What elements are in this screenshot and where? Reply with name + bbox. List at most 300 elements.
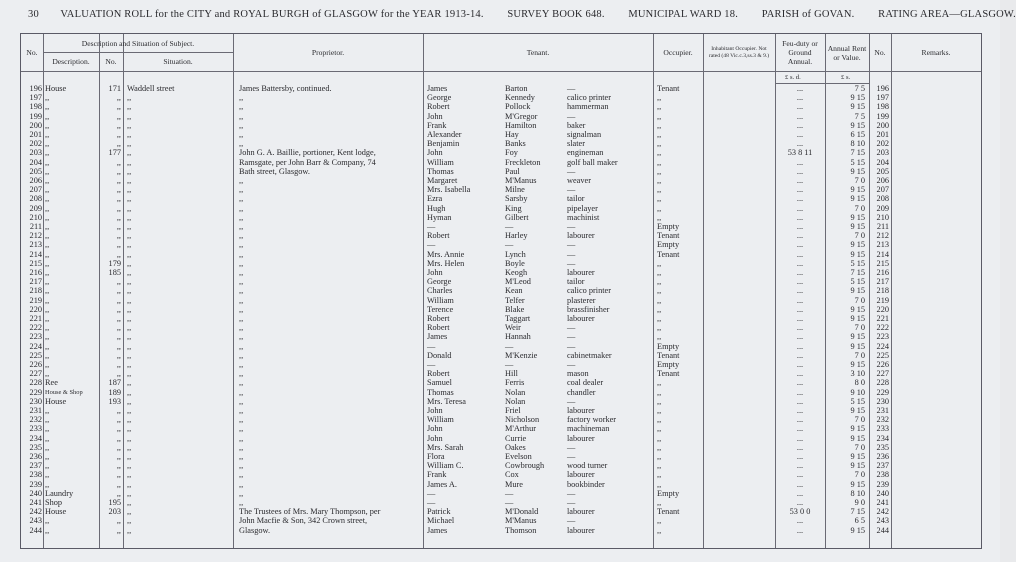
table-row (21, 222, 981, 231)
row-description: ,, (45, 268, 50, 277)
row-no-right: 198 (876, 102, 889, 112)
row-tenant-occupation: — (567, 111, 576, 121)
row-no: 237 (29, 461, 42, 471)
row-description: ,, (45, 332, 50, 342)
row-situation: ,, (127, 350, 132, 360)
row-no: 228 (29, 378, 42, 388)
row-proprietor: ,, (239, 268, 244, 277)
row-no-right: 238 (876, 470, 889, 480)
row-feu-duty: ... (796, 111, 804, 121)
row-situation: ,, (127, 111, 132, 121)
row-no: 208 (29, 194, 42, 204)
row-tenant-last: M'Gregor (505, 111, 538, 121)
row-number: 195 (108, 498, 121, 507)
row-feu-duty: ... (796, 93, 804, 103)
row-tenant-first: Benjamin (427, 139, 460, 149)
row-number: ,, (116, 166, 121, 176)
row-description: ,, (45, 286, 50, 296)
row-feu-duty: ... (796, 525, 804, 535)
row-situation: ,, (127, 249, 132, 259)
row-number: ,, (116, 203, 121, 213)
row-tenant-last: Gilbert (505, 212, 529, 222)
row-tenant-first: Charles (427, 286, 453, 296)
row-tenant-first: Margaret (427, 176, 458, 185)
row-situation: ,, (127, 378, 132, 388)
row-occupier: ,, (657, 130, 662, 139)
row-occupier: Empty (657, 341, 680, 351)
row-description: ,, (45, 203, 50, 213)
row-number: ,, (116, 332, 121, 342)
row-no: 219 (29, 295, 42, 305)
parish: PARISH of GOVAN. (761, 9, 855, 20)
row-feu-duty: ... (796, 157, 804, 167)
row-tenant-occupation: bookbinder (567, 479, 605, 489)
row-no-right: 224 (876, 341, 889, 351)
row-tenant-first: John (427, 148, 443, 158)
row-no-right: 200 (876, 120, 889, 130)
row-no: 223 (29, 332, 42, 342)
row-annual-rent: 9 15 (850, 240, 865, 250)
row-no: 239 (29, 479, 42, 489)
row-tenant-last: — (505, 498, 514, 507)
row-tenant-last: Thomson (505, 525, 537, 535)
row-situation: ,, (127, 295, 132, 305)
row-no: 240 (29, 488, 42, 498)
row-feu-duty: ... (796, 461, 804, 471)
row-number: 179 (108, 258, 121, 268)
row-proprietor: ,, (239, 304, 244, 314)
row-number: 187 (108, 378, 121, 388)
row-situation: Waddell street (127, 84, 175, 93)
row-situation: ,, (127, 222, 132, 231)
row-tenant-last: M'Donald (505, 507, 539, 517)
row-proprietor: ,, (239, 185, 244, 195)
row-tenant-first: George (427, 93, 452, 103)
table-row (21, 148, 981, 157)
row-tenant-first: Thomas (427, 166, 454, 176)
row-no-right: 204 (876, 157, 889, 167)
row-tenant-occupation: plasterer (567, 295, 596, 305)
row-feu-duty: ... (796, 139, 804, 149)
row-tenant-last: Weir (505, 323, 521, 333)
row-occupier: Tenant (657, 369, 680, 379)
row-situation: ,, (127, 442, 132, 452)
col-description-situation: Description and Situation of Subject. (81, 38, 195, 48)
row-feu-duty: ... (796, 387, 804, 397)
row-annual-rent: 9 15 (850, 102, 865, 112)
row-proprietor: ,, (239, 461, 244, 471)
row-no: 200 (29, 120, 42, 130)
row-no: 215 (29, 258, 42, 268)
row-proprietor: ,, (239, 231, 244, 241)
page-number: 30 (28, 9, 39, 20)
col-tenant: Tenant. (526, 48, 550, 57)
row-number: ,, (116, 369, 121, 379)
row-situation: ,, (127, 176, 132, 185)
col-no: No. (26, 48, 38, 57)
row-no-right: 225 (876, 350, 889, 360)
row-no-right: 208 (876, 194, 889, 204)
table-row (21, 102, 981, 111)
row-feu-duty: ... (796, 433, 804, 443)
row-description: ,, (45, 516, 50, 526)
row-annual-rent: 7 5 (854, 84, 865, 93)
row-occupier: ,, (657, 387, 662, 397)
row-tenant-last: Paul (505, 166, 520, 176)
row-proprietor: ,, (239, 387, 244, 397)
row-proprietor: ,, (239, 139, 244, 149)
row-no: 242 (29, 507, 42, 517)
row-tenant-occupation: pipelayer (567, 203, 598, 213)
table-row (21, 360, 981, 369)
row-feu-duty: ... (796, 341, 804, 351)
row-description: ,, (45, 185, 50, 195)
table-row (21, 305, 981, 314)
row-situation: ,, (127, 369, 132, 379)
row-no: 196 (29, 84, 42, 93)
survey-book: SURVEY BOOK 648. (507, 9, 605, 20)
row-number: ,, (116, 194, 121, 204)
row-feu-duty: ... (796, 424, 804, 434)
row-no: 197 (29, 93, 42, 103)
table-row (21, 443, 981, 452)
row-tenant-occupation: wood turner (567, 461, 608, 471)
row-number: ,, (116, 130, 121, 139)
row-no: 199 (29, 111, 42, 121)
row-occupier: ,, (657, 194, 662, 204)
table-row (21, 388, 981, 397)
row-proprietor: ,, (239, 203, 244, 213)
row-description: ,, (45, 350, 50, 360)
row-no-right: 212 (876, 231, 889, 241)
table-row (21, 296, 981, 305)
row-description: ,, (45, 111, 50, 121)
table-row (21, 369, 981, 378)
table-row (21, 397, 981, 406)
table-row (21, 516, 981, 525)
row-no-right: 215 (876, 258, 889, 268)
row-description: ,, (45, 406, 50, 415)
row-description: ,, (45, 249, 50, 259)
row-tenant-last: Hay (505, 130, 519, 139)
table-row (21, 158, 981, 167)
row-number: 185 (108, 268, 121, 277)
row-number: ,, (116, 304, 121, 314)
row-no-right: 214 (876, 249, 889, 259)
row-tenant-first: Mrs. Isabella (427, 185, 471, 195)
row-situation: ,, (127, 332, 132, 342)
row-situation: ,, (127, 157, 132, 167)
row-annual-rent: 8 10 (850, 488, 865, 498)
row-proprietor: ,, (239, 369, 244, 379)
col-remarks: Remarks. (921, 48, 951, 57)
row-tenant-last: Boyle (505, 258, 525, 268)
row-situation: ,, (127, 148, 132, 158)
table-row (21, 240, 981, 249)
row-situation: ,, (127, 424, 132, 434)
row-tenant-last: Milne (505, 185, 525, 195)
row-feu-duty: ... (796, 516, 804, 526)
row-tenant-occupation: slater (567, 139, 585, 149)
row-no: 214 (29, 249, 42, 259)
row-occupier: ,, (657, 323, 662, 333)
row-situation: ,, (127, 231, 132, 241)
row-tenant-last: Cowbrough (505, 461, 545, 471)
row-feu-duty: ... (796, 304, 804, 314)
row-number: ,, (116, 111, 121, 121)
row-tenant-occupation: — (567, 258, 576, 268)
row-annual-rent: 9 15 (850, 222, 865, 231)
row-situation: ,, (127, 323, 132, 333)
row-occupier: ,, (657, 185, 662, 195)
row-no-right: 207 (876, 185, 889, 195)
row-number: ,, (116, 525, 121, 535)
row-situation: ,, (127, 387, 132, 397)
row-situation: ,, (127, 461, 132, 471)
row-tenant-occupation: — (567, 516, 576, 526)
row-no-right: 221 (876, 314, 889, 323)
row-feu-duty: ... (796, 415, 804, 425)
row-tenant-occupation: — (567, 360, 576, 369)
row-no-right: 203 (876, 148, 889, 158)
row-occupier: ,, (657, 203, 662, 213)
row-situation: ,, (127, 488, 132, 498)
row-feu-duty: ... (796, 332, 804, 342)
row-feu-duty: ... (796, 130, 804, 139)
row-description: ,, (45, 212, 50, 222)
row-description: ,, (45, 176, 50, 185)
row-proprietor: ,, (239, 479, 244, 489)
row-tenant-occupation: calico printer (567, 93, 611, 103)
row-no: 212 (29, 231, 42, 241)
row-situation: ,, (127, 130, 132, 139)
row-occupier: Tenant (657, 507, 680, 517)
row-annual-rent: 9 15 (850, 249, 865, 259)
row-no-right: 199 (876, 111, 889, 121)
table-row (21, 452, 981, 461)
row-occupier: ,, (657, 332, 662, 342)
row-tenant-occupation: labourer (567, 406, 595, 415)
table-row (21, 470, 981, 479)
row-tenant-first: Hyman (427, 212, 452, 222)
row-no-right: 234 (876, 433, 889, 443)
row-number: ,, (116, 231, 121, 241)
row-proprietor: ,, (239, 378, 244, 388)
row-situation: ,, (127, 277, 132, 287)
table-row (21, 480, 981, 489)
row-tenant-occupation: hammerman (567, 102, 609, 112)
row-tenant-occupation: — (567, 323, 576, 333)
rating-area: RATING AREA—GLASGOW. (878, 9, 1016, 20)
row-no-right: 216 (876, 268, 889, 277)
row-description: ,, (45, 433, 50, 443)
row-no: 209 (29, 203, 42, 213)
page-header (28, 9, 1016, 20)
row-annual-rent: 7 0 (854, 176, 865, 185)
row-annual-rent: 7 0 (854, 470, 865, 480)
row-description: ,, (45, 323, 50, 333)
row-description: ,, (45, 130, 50, 139)
table-row (21, 213, 981, 222)
row-feu-duty: ... (796, 498, 804, 507)
row-tenant-last: Keogh (505, 268, 528, 277)
row-tenant-occupation: labourer (567, 507, 595, 517)
row-tenant-first: John (427, 424, 443, 434)
row-annual-rent: 7 0 (854, 442, 865, 452)
row-no-right: 213 (876, 240, 889, 250)
row-feu-duty: ... (796, 360, 804, 369)
row-number: 193 (108, 396, 121, 406)
row-tenant-occupation: — (567, 185, 576, 195)
row-tenant-last: Blake (505, 304, 525, 314)
row-feu-duty: ... (796, 323, 804, 333)
row-situation: ,, (127, 406, 132, 415)
row-annual-rent: 9 15 (850, 341, 865, 351)
row-situation: ,, (127, 525, 132, 535)
table-row (21, 424, 981, 433)
row-tenant-occupation: labourer (567, 268, 595, 277)
row-annual-rent: 9 15 (850, 120, 865, 130)
row-occupier: Tenant (657, 231, 680, 241)
row-tenant-first: Michael (427, 516, 455, 526)
row-feu-duty: ... (796, 102, 804, 112)
row-tenant-occupation: tailor (567, 277, 585, 287)
row-description: House (45, 507, 67, 517)
row-no-right: 237 (876, 461, 889, 471)
row-tenant-occupation: brassfinisher (567, 304, 610, 314)
row-description: ,, (45, 479, 50, 489)
row-tenant-last: Foy (505, 148, 518, 158)
row-proprietor: James Battersby, continued. (239, 84, 332, 93)
row-occupier: ,, (657, 424, 662, 434)
row-proprietor: ,, (239, 102, 244, 112)
table-row (21, 342, 981, 351)
row-tenant-occupation: tailor (567, 194, 585, 204)
row-occupier: ,, (657, 452, 662, 461)
row-proprietor: ,, (239, 286, 244, 296)
row-description: ,, (45, 314, 50, 323)
row-annual-rent: 9 15 (850, 525, 865, 535)
row-annual-rent: 5 15 (850, 277, 865, 287)
row-description: ,, (45, 304, 50, 314)
table-row (21, 268, 981, 277)
row-feu-duty: ... (796, 194, 804, 204)
row-tenant-occupation: chandler (567, 387, 596, 397)
row-no: 206 (29, 176, 42, 185)
row-occupier: ,, (657, 314, 662, 323)
row-number: ,, (116, 461, 121, 471)
row-occupier: ,, (657, 378, 662, 388)
row-description: ,, (45, 166, 50, 176)
row-number: ,, (116, 433, 121, 443)
table-row (21, 204, 981, 213)
row-proprietor: ,, (239, 295, 244, 305)
row-annual-rent: 7 0 (854, 323, 865, 333)
row-occupier: ,, (657, 461, 662, 471)
row-annual-rent: 7 0 (854, 415, 865, 425)
row-tenant-last: Nolan (505, 387, 526, 397)
row-tenant-occupation: weaver (567, 176, 591, 185)
row-feu-duty: ... (796, 442, 804, 452)
row-annual-rent: 5 15 (850, 258, 865, 268)
row-number: ,, (116, 415, 121, 425)
row-proprietor: ,, (239, 240, 244, 250)
row-occupier: Tenant (657, 249, 680, 259)
row-no: 203 (29, 148, 42, 158)
row-tenant-first: Alexander (427, 130, 462, 139)
row-proprietor: ,, (239, 277, 244, 287)
row-description: House (45, 84, 67, 93)
row-proprietor: ,, (239, 452, 244, 461)
row-annual-rent: 9 15 (850, 433, 865, 443)
row-occupier: ,, (657, 415, 662, 425)
row-description: ,, (45, 120, 50, 130)
row-situation: ,, (127, 304, 132, 314)
row-no: 213 (29, 240, 42, 250)
row-proprietor: ,, (239, 488, 244, 498)
row-tenant-first: William (427, 157, 454, 167)
row-tenant-first: Ezra (427, 194, 443, 204)
row-occupier: ,, (657, 277, 662, 287)
row-no-right: 230 (876, 396, 889, 406)
row-tenant-last: M'Manus (505, 516, 537, 526)
row-annual-rent: 9 15 (850, 314, 865, 323)
row-feu-duty: ... (796, 452, 804, 461)
row-tenant-first: Mrs. Sarah (427, 442, 464, 452)
row-proprietor: ,, (239, 396, 244, 406)
row-situation: ,, (127, 268, 132, 277)
table-row (21, 277, 981, 286)
row-tenant-last: M'Kenzie (505, 350, 538, 360)
row-tenant-first: Frank (427, 470, 447, 480)
row-description: Ree (45, 378, 58, 388)
row-tenant-first: — (427, 488, 436, 498)
row-annual-rent: 9 15 (850, 479, 865, 489)
row-feu-duty: ... (796, 479, 804, 489)
row-occupier: ,, (657, 498, 662, 507)
table-row (21, 314, 981, 323)
row-tenant-last: M'Arthur (505, 424, 536, 434)
row-situation: ,, (127, 185, 132, 195)
row-situation: ,, (127, 139, 132, 149)
row-annual-rent: 9 0 (854, 498, 865, 507)
row-tenant-last: Kean (505, 286, 523, 296)
row-no: 227 (29, 369, 42, 379)
row-tenant-last: Oakes (505, 442, 526, 452)
row-proprietor: ,, (239, 323, 244, 333)
row-annual-rent: 9 15 (850, 304, 865, 314)
row-annual-rent: 5 15 (850, 396, 865, 406)
row-situation: ,, (127, 516, 132, 526)
row-description: Shop (45, 498, 63, 507)
row-no-right: 231 (876, 406, 889, 415)
row-tenant-first: Terence (427, 304, 454, 314)
row-situation: ,, (127, 415, 132, 425)
row-number: ,, (116, 157, 121, 167)
table-row (21, 259, 981, 268)
row-feu-duty: ... (796, 120, 804, 130)
row-proprietor: ,, (239, 433, 244, 443)
row-tenant-occupation: — (567, 332, 576, 342)
row-feu-duty: ... (796, 396, 804, 406)
table-row (21, 231, 981, 240)
row-proprietor: ,, (239, 130, 244, 139)
row-annual-rent: 8 0 (854, 378, 865, 388)
row-tenant-first: Donald (427, 350, 452, 360)
row-tenant-first: John (427, 433, 443, 443)
row-no-right: 228 (876, 378, 889, 388)
row-tenant-last: Ferris (505, 378, 525, 388)
